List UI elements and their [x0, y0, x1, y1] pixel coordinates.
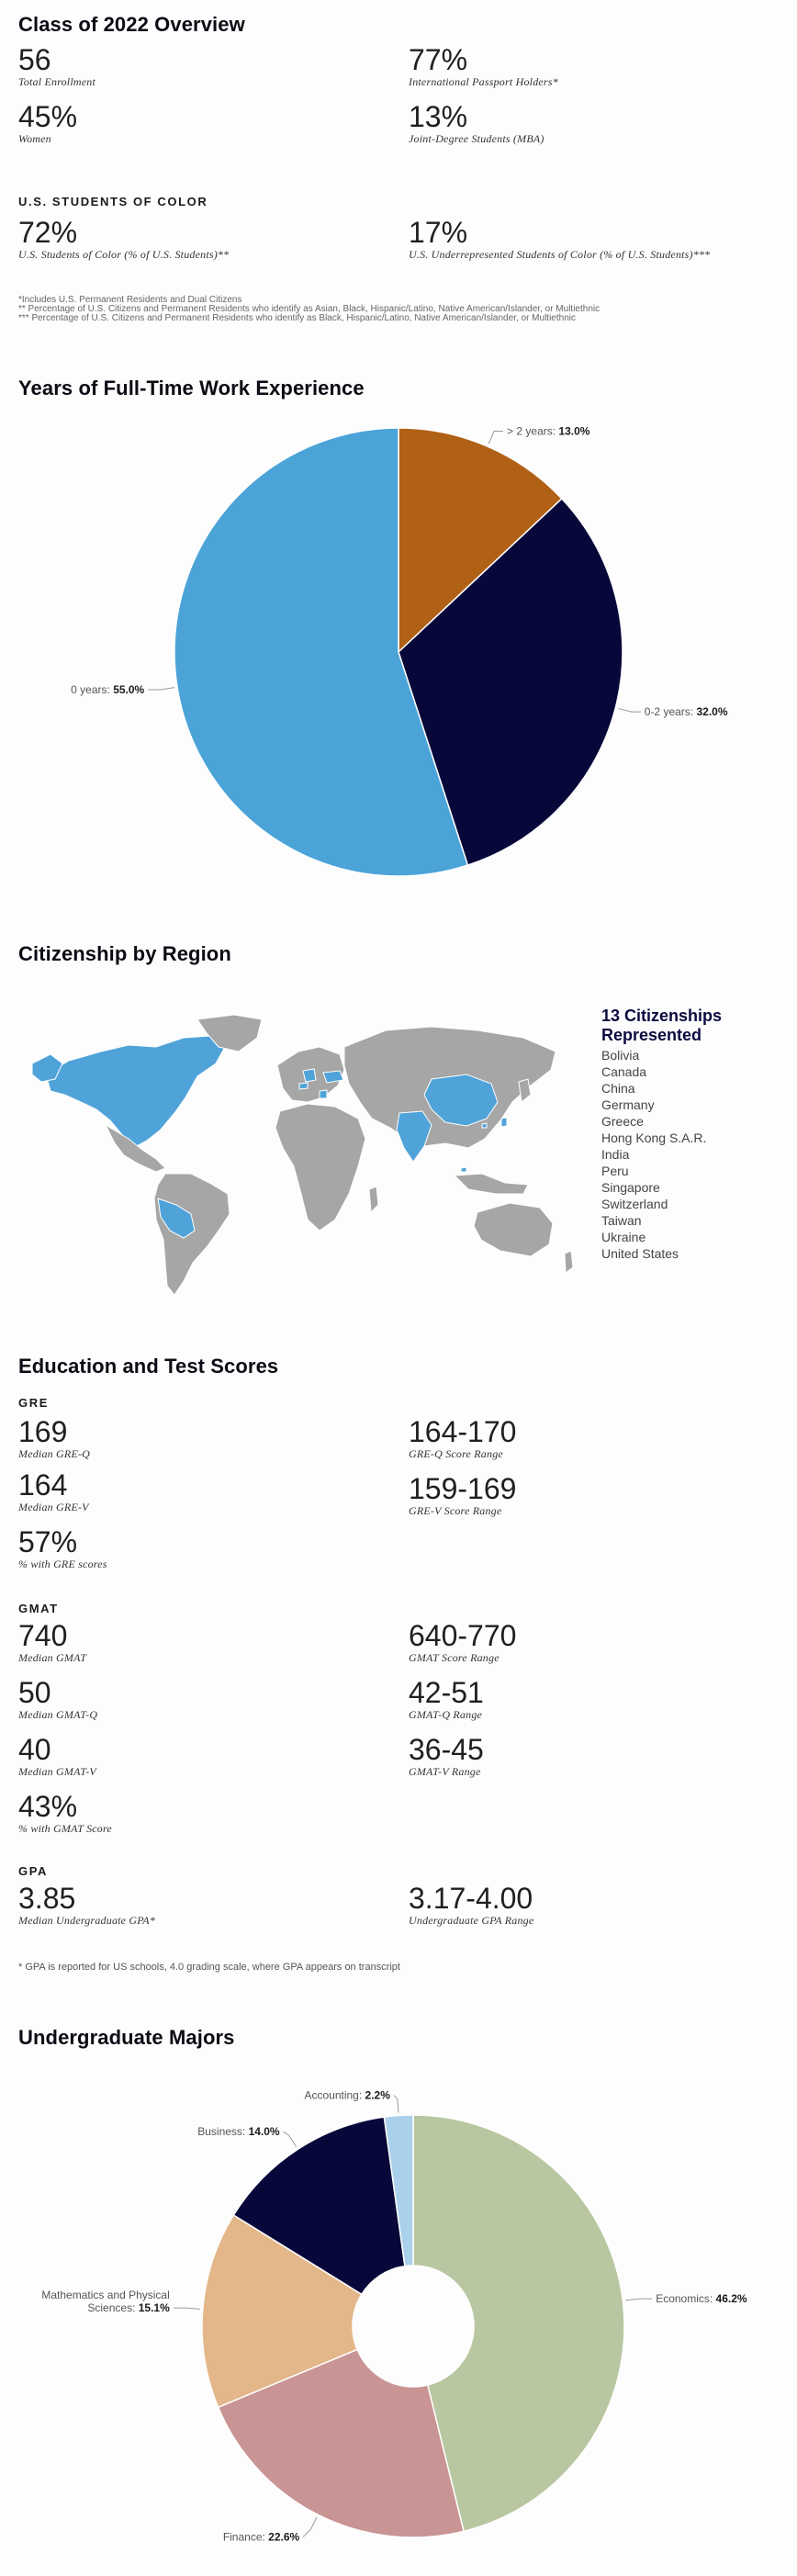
majors-donut-chart	[0, 2075, 797, 2576]
map-north-america	[46, 1036, 225, 1148]
stat-gmat-range	[409, 1620, 516, 1677]
stat-value: 17%	[409, 216, 468, 249]
map-japan	[519, 1079, 531, 1102]
stat-label: Median GRE-Q	[18, 1447, 91, 1460]
stat-label: Median GMAT	[18, 1651, 87, 1664]
slice-label	[87, 2301, 170, 2314]
leader-line	[303, 2517, 317, 2537]
slice-label	[71, 683, 144, 696]
overview-footnotes	[18, 296, 780, 323]
country-item: Singapore	[601, 1180, 660, 1195]
stat-value: 43%	[18, 1790, 78, 1823]
stat-women	[18, 101, 77, 146]
footnote: *Includes U.S. Permanent Residents and Dual Citizens	[18, 295, 242, 305]
majors-title: Undergraduate Majors	[18, 2026, 235, 2049]
citizenship-title: Citizenship by Region	[18, 942, 231, 965]
work-experience-pie-chart	[0, 404, 797, 900]
stat-label: Median GMAT-V	[18, 1765, 96, 1778]
gpa-heading: GPA	[18, 1864, 49, 1878]
country-item: United States	[601, 1246, 679, 1261]
slice-category: Finance:	[222, 2530, 269, 2544]
stat-label: GMAT Score Range	[409, 1651, 500, 1664]
slice-value: 2.2%	[365, 2088, 390, 2102]
gre-left-stats	[18, 1416, 107, 1571]
stat-label: Median GRE-V	[18, 1501, 89, 1513]
stat-median-gre-q	[18, 1416, 107, 1469]
stat-label: GMAT-Q Range	[409, 1708, 483, 1721]
gmat-right-stats	[409, 1620, 516, 1779]
leader-line	[148, 688, 174, 690]
stat-international	[409, 44, 558, 89]
stat-label: Median Undergraduate GPA*	[18, 1914, 155, 1927]
slice-category: Accounting:	[304, 2088, 365, 2102]
slice-label	[41, 2289, 169, 2301]
stat-gre-q-range	[409, 1416, 516, 1473]
leader-line	[394, 2096, 398, 2113]
map-new-zealand	[565, 1251, 573, 1273]
country-item: Switzerland	[601, 1197, 668, 1211]
slice-category: > 2 years:	[507, 424, 559, 438]
leader-line	[618, 708, 641, 712]
country-item: India	[601, 1147, 630, 1162]
slice-category: Sciences:	[87, 2301, 139, 2315]
stat-value: 36-45	[409, 1733, 484, 1766]
stat-label: U.S. Students of Color (% of U.S. Students)**	[18, 248, 230, 261]
slice-category: Mathematics and Physical	[41, 2289, 170, 2302]
slice-category: 0 years:	[71, 682, 114, 696]
stat-median-gmat-q	[18, 1677, 112, 1734]
stat-value: 77%	[409, 43, 468, 76]
map-singapore	[461, 1167, 466, 1172]
stat-value: 72%	[18, 216, 78, 249]
stat-value: 164	[18, 1468, 68, 1502]
slice-label	[223, 2530, 300, 2543]
country-item: Ukraine	[601, 1230, 646, 1244]
education-title: Education and Test Scores	[18, 1355, 279, 1378]
stat-gpa-range	[409, 1883, 533, 1928]
stat-value: 57%	[18, 1525, 78, 1558]
work-experience-title: Years of Full-Time Work Experience	[18, 377, 365, 399]
map-switzerland	[299, 1083, 308, 1089]
map-indonesia	[455, 1174, 528, 1194]
stat-pct-gre	[18, 1526, 107, 1571]
stat-value: 3.17-4.00	[409, 1882, 533, 1915]
map-taiwan	[501, 1118, 507, 1127]
gpa-note: * GPA is reported for US schools, 4.0 grading scale, where GPA appears on transcript	[18, 1962, 400, 1973]
stat-students-of-color	[18, 217, 229, 262]
country-item: China	[601, 1081, 635, 1096]
stat-value: 40	[18, 1733, 51, 1766]
map-australia	[474, 1203, 553, 1256]
slice-label	[645, 705, 728, 718]
map-germany	[303, 1069, 316, 1082]
stat-label: Women	[18, 132, 51, 145]
slice-label	[656, 2292, 747, 2305]
stat-median-gre-v	[18, 1469, 107, 1526]
stat-label: GRE-Q Score Range	[409, 1447, 503, 1460]
gmat-heading: GMAT	[18, 1602, 59, 1615]
country-item: Germany	[601, 1097, 655, 1112]
stat-value: 56	[18, 43, 51, 76]
citizenship-list	[601, 1007, 785, 1262]
stat-label: Undergraduate GPA Range	[409, 1914, 534, 1927]
stat-value: 640-770	[409, 1619, 517, 1652]
slice-value: 55.0%	[113, 682, 145, 696]
gmat-left-stats	[18, 1620, 112, 1836]
stat-label: U.S. Underrepresented Students of Color (% of U.S. Students)***	[409, 248, 711, 261]
leader-line	[284, 2132, 297, 2147]
country-item: Bolivia	[601, 1048, 640, 1063]
slice-value: 13.0%	[558, 424, 590, 438]
overview-title: Class of 2022 Overview	[18, 13, 245, 36]
slice-label	[507, 425, 590, 438]
stat-pct-gmat	[18, 1791, 112, 1836]
country-list	[601, 1047, 785, 1262]
slice-value: 15.1%	[138, 2301, 170, 2315]
stat-total-enrollment	[18, 44, 95, 89]
gre-right-stats	[409, 1416, 516, 1518]
country-item: Canada	[601, 1064, 647, 1079]
stat-value: 159-169	[409, 1472, 517, 1505]
stat-value: 13%	[409, 100, 468, 133]
stat-value: 740	[18, 1619, 68, 1652]
footnote: ** Percentage of U.S. Citizens and Permanent Residents who identify as Asian, Black, Hispanic/Latino, Native American/Islander, or Multiethnic	[18, 304, 601, 314]
students-of-color-heading: U.S. STUDENTS OF COLOR	[18, 195, 208, 208]
stat-value: 169	[18, 1415, 68, 1448]
stat-value: 42-51	[409, 1676, 484, 1709]
slice-value: 46.2%	[715, 2292, 747, 2306]
slice-category: 0-2 years:	[644, 705, 697, 719]
gre-heading: GRE	[18, 1396, 49, 1410]
stat-label: Joint-Degree Students (MBA)	[409, 132, 544, 145]
map-south-america	[154, 1174, 230, 1295]
map-madagascar	[369, 1187, 378, 1212]
slice-category: Economics:	[656, 2292, 716, 2306]
stat-value: 50	[18, 1676, 51, 1709]
leader-line	[488, 432, 503, 444]
stat-gmat-v-range	[409, 1734, 516, 1779]
stat-underrepresented	[409, 217, 710, 262]
country-item: Peru	[601, 1164, 629, 1178]
map-africa	[275, 1104, 365, 1231]
slice-label	[197, 2125, 280, 2138]
stat-median-gmat	[18, 1620, 112, 1677]
stat-median-gpa	[18, 1883, 155, 1928]
stat-label: Total Enrollment	[18, 75, 95, 88]
footnote: *** Percentage of U.S. Citizens and Permanent Residents who identify as Black, Hispanic/Latino, Native American/Islander, or Multiethnic	[18, 313, 576, 323]
world-map-land	[32, 1015, 573, 1295]
stat-label: Median GMAT-Q	[18, 1708, 98, 1721]
map-ukraine	[323, 1071, 343, 1083]
leader-line	[174, 2308, 200, 2309]
stat-median-gmat-v	[18, 1734, 112, 1791]
slice-value: 14.0%	[248, 2125, 280, 2139]
slice-category: Business:	[197, 2125, 249, 2139]
slice-value: 32.0%	[696, 705, 728, 719]
stat-label: % with GRE scores	[18, 1558, 107, 1570]
country-item: Greece	[601, 1114, 644, 1129]
stat-label: International Passport Holders*	[409, 75, 558, 88]
map-hong-kong	[482, 1123, 487, 1128]
map-greece	[320, 1090, 327, 1098]
stat-label: GMAT-V Range	[409, 1765, 481, 1778]
world-map	[28, 1010, 578, 1304]
stat-label: % with GMAT Score	[18, 1822, 112, 1835]
citizenship-count-title: 13 Citizenships Represented	[601, 1007, 723, 1044]
country-item: Hong Kong S.A.R.	[601, 1131, 707, 1145]
stat-gmat-q-range	[409, 1677, 516, 1734]
slice-value: 22.6%	[268, 2530, 300, 2544]
map-india	[397, 1111, 432, 1162]
stat-value: 3.85	[18, 1882, 76, 1915]
slice-label	[304, 2089, 390, 2102]
stat-label: GRE-V Score Range	[409, 1504, 502, 1517]
country-item: Taiwan	[601, 1213, 642, 1228]
stat-value: 45%	[18, 100, 78, 133]
stat-value: 164-170	[409, 1415, 517, 1448]
stat-gre-v-range	[409, 1473, 516, 1518]
stat-joint-degree	[409, 101, 544, 146]
leader-line	[625, 2299, 652, 2300]
